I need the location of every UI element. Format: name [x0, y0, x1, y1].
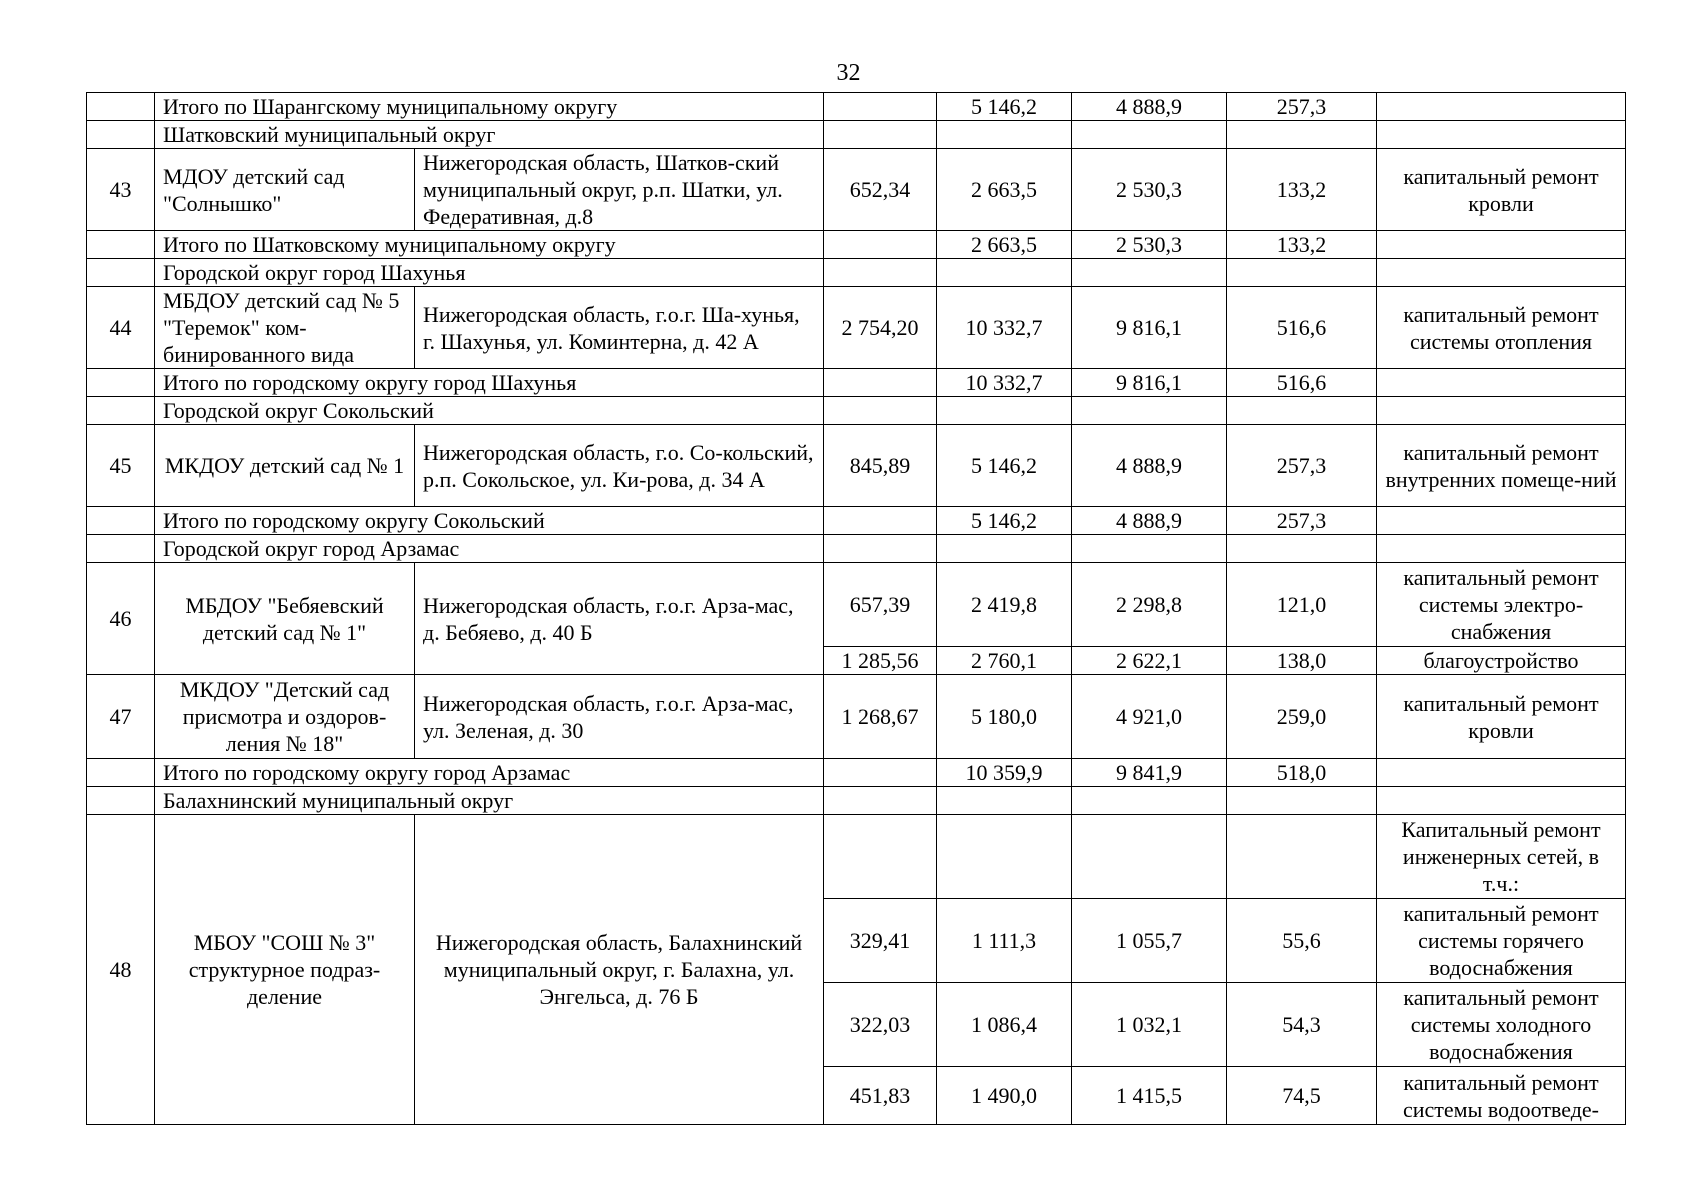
region-budget: 4 888,9 — [1072, 425, 1227, 507]
region-budget: 4 888,9 — [1072, 507, 1227, 535]
local-budget: 257,3 — [1227, 93, 1377, 121]
area: 845,89 — [824, 425, 937, 507]
group-label: Городской округ город Арзамас — [155, 535, 824, 563]
total-cost: 2 419,8 — [937, 563, 1072, 647]
facilities-table — [86, 92, 1626, 1125]
total-cost: 5 146,2 — [937, 425, 1072, 507]
work-type: благоустройство — [1377, 647, 1626, 675]
work-type: капитальный ремонт кровли — [1377, 149, 1626, 231]
local-budget: 55,6 — [1227, 899, 1377, 983]
subtotal-row — [87, 507, 1626, 535]
page-number: 32 — [836, 60, 861, 86]
table-row — [87, 815, 1626, 899]
total-cost — [937, 815, 1072, 899]
subtotal-row — [87, 369, 1626, 397]
institution-address: Нижегородская область, г.о.г. Ша-хунья, г. Шахунья, ул. Коминтерна, д. 42 А — [415, 287, 824, 369]
region-budget: 9 841,9 — [1072, 759, 1227, 787]
total-cost: 10 332,7 — [937, 369, 1072, 397]
local-budget: 121,0 — [1227, 563, 1377, 647]
region-budget: 1 415,5 — [1072, 1067, 1227, 1125]
institution-address: Нижегородская область, Балахнинский муниципальный округ, г. Балахна, ул. Энгельса, д. 76 Б — [415, 815, 824, 1125]
row-number: 45 — [87, 425, 155, 507]
group-label: Городской округ Сокольский — [155, 397, 824, 425]
group-label: Шатковский муниципальный округ — [155, 121, 824, 149]
total-cost: 10 359,9 — [937, 759, 1072, 787]
local-budget: 133,2 — [1227, 231, 1377, 259]
table-row — [87, 287, 1626, 369]
local-budget: 257,3 — [1227, 425, 1377, 507]
institution-name: МКДОУ детский сад № 1 — [155, 425, 415, 507]
total-cost: 2 663,5 — [937, 149, 1072, 231]
local-budget: 257,3 — [1227, 507, 1377, 535]
work-type: капитальный ремонт системы холодного водоснабжения — [1377, 983, 1626, 1067]
work-type: капитальный ремонт системы водоотведе- — [1377, 1067, 1626, 1125]
table-row — [87, 675, 1626, 759]
row-number: 43 — [87, 149, 155, 231]
row-number: 44 — [87, 287, 155, 369]
institution-address: Нижегородская область, Шатков-ский муниципальный округ, р.п. Шатки, ул. Федеративная, д.8 — [415, 149, 824, 231]
total-cost: 5 146,2 — [937, 93, 1072, 121]
subtotal-label: Итого по городскому округу город Арзамас — [155, 759, 824, 787]
table-row — [87, 563, 1626, 647]
local-budget: 133,2 — [1227, 149, 1377, 231]
area — [824, 815, 937, 899]
subtotal-row — [87, 231, 1626, 259]
institution-name: МБОУ "СОШ № 3" структурное подраз-деление — [155, 815, 415, 1125]
local-budget: 138,0 — [1227, 647, 1377, 675]
region-budget: 4 921,0 — [1072, 675, 1227, 759]
subtotal-label: Итого по городскому округу Сокольский — [155, 507, 824, 535]
total-cost: 5 146,2 — [937, 507, 1072, 535]
local-budget: 516,6 — [1227, 369, 1377, 397]
local-budget: 518,0 — [1227, 759, 1377, 787]
institution-name: МБДОУ "Бебяевский детский сад № 1" — [155, 563, 415, 675]
local-budget: 74,5 — [1227, 1067, 1377, 1125]
group-row — [87, 535, 1626, 563]
area: 451,83 — [824, 1067, 937, 1125]
region-budget: 2 530,3 — [1072, 231, 1227, 259]
work-type: Капитальный ремонт инженерных сетей, в т.ч.: — [1377, 815, 1626, 899]
work-type: капитальный ремонт системы отопления — [1377, 287, 1626, 369]
local-budget — [1227, 815, 1377, 899]
region-budget: 1 055,7 — [1072, 899, 1227, 983]
region-budget — [1072, 815, 1227, 899]
subtotal-row — [87, 759, 1626, 787]
institution-name: МДОУ детский сад "Солнышко" — [155, 149, 415, 231]
area: 1 285,56 — [824, 647, 937, 675]
total-cost: 1 490,0 — [937, 1067, 1072, 1125]
area: 657,39 — [824, 563, 937, 647]
row-number: 48 — [87, 815, 155, 1125]
row-number: 47 — [87, 675, 155, 759]
group-row — [87, 787, 1626, 815]
area: 652,34 — [824, 149, 937, 231]
work-type: капитальный ремонт внутренних помеще-ний — [1377, 425, 1626, 507]
institution-address: Нижегородская область, г.о. Со-кольский, р.п. Сокольское, ул. Ки-рова, д. 34 А — [415, 425, 824, 507]
total-cost: 2 663,5 — [937, 231, 1072, 259]
local-budget: 516,6 — [1227, 287, 1377, 369]
area: 2 754,20 — [824, 287, 937, 369]
region-budget: 9 816,1 — [1072, 287, 1227, 369]
table-row — [87, 425, 1626, 507]
total-cost: 5 180,0 — [937, 675, 1072, 759]
subtotal-label: Итого по Шатковскому муниципальному округу — [155, 231, 824, 259]
total-cost: 1 111,3 — [937, 899, 1072, 983]
work-type: капитальный ремонт системы горячего водоснабжения — [1377, 899, 1626, 983]
subtotal-row — [87, 93, 1626, 121]
local-budget: 259,0 — [1227, 675, 1377, 759]
institution-address: Нижегородская область, г.о.г. Арза-мас, д. Бебяево, д. 40 Б — [415, 563, 824, 675]
area: 322,03 — [824, 983, 937, 1067]
group-row — [87, 121, 1626, 149]
area: 329,41 — [824, 899, 937, 983]
total-cost: 1 086,4 — [937, 983, 1072, 1067]
region-budget: 2 530,3 — [1072, 149, 1227, 231]
region-budget: 1 032,1 — [1072, 983, 1227, 1067]
total-cost: 10 332,7 — [937, 287, 1072, 369]
work-type: капитальный ремонт системы электро-снабжения — [1377, 563, 1626, 647]
group-row — [87, 397, 1626, 425]
institution-name: МКДОУ "Детский сад присмотра и оздоров-ления № 18" — [155, 675, 415, 759]
group-label: Балахнинский муниципальный округ — [155, 787, 824, 815]
total-cost: 2 760,1 — [937, 647, 1072, 675]
group-label: Городской округ город Шахунья — [155, 259, 824, 287]
region-budget: 4 888,9 — [1072, 93, 1227, 121]
row-number: 46 — [87, 563, 155, 675]
region-budget: 9 816,1 — [1072, 369, 1227, 397]
subtotal-label: Итого по городскому округу город Шахунья — [155, 369, 824, 397]
local-budget: 54,3 — [1227, 983, 1377, 1067]
area: 1 268,67 — [824, 675, 937, 759]
work-type: капитальный ремонт кровли — [1377, 675, 1626, 759]
subtotal-label: Итого по Шарангскому муниципальному округу — [155, 93, 824, 121]
institution-name: МБДОУ детский сад № 5 "Теремок" ком-бинированного вида — [155, 287, 415, 369]
table-row — [87, 149, 1626, 231]
institution-address: Нижегородская область, г.о.г. Арза-мас, ул. Зеленая, д. 30 — [415, 675, 824, 759]
region-budget: 2 622,1 — [1072, 647, 1227, 675]
region-budget: 2 298,8 — [1072, 563, 1227, 647]
group-row — [87, 259, 1626, 287]
